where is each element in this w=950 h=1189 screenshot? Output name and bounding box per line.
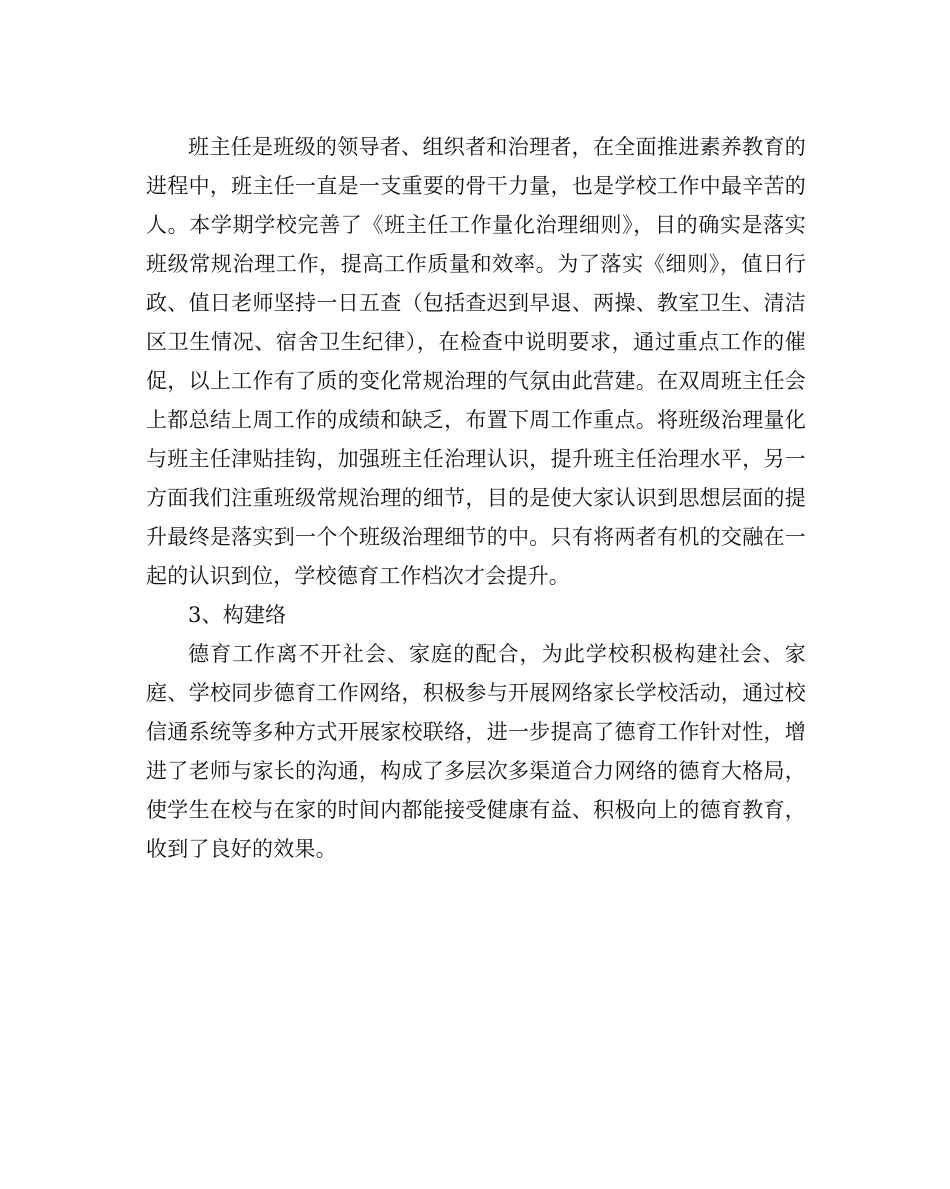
section-heading-network: 3、构建络 [188,603,287,627]
paragraph-moral-education-network: 德育工作离不开社会、家庭的配合，为此学校积极构建社会、家庭、学校同步德育工作网络，积极参与开展网络家长学校活动，通过校信通系统等多种方式开展家校联络，进一步提高了德育工作针对性，增进了老师与家长的沟通，构成了多层次多渠道合力网络的德育大格局，使学生在校与在家的时间内都能接受健康有益、积极向上的德育教育，收到了良好的效果。 [146,642,806,861]
paragraph-class-teacher-management: 班主任是班级的领导者、组织者和治理者，在全面推进素养教育的进程中，班主任一直是一支重要的骨干力量，也是学校工作中最辛苦的人。本学期学校完善了《班主任工作量化治理细则》，目的确实是落实班级常规治理工作，提高工作质量和效率。为了落实《细则》，值日行政、值日老师坚持一日五查（包括查迟到早退、两操、教室卫生、清洁区卫生情况、宿舍卫生纪律），在检查中说明要求，通过重点工作的催促，以上工作有了质的变化常规治理的气氛由此营建。在双周班主任会上都总结上周工作的成绩和缺乏，布置下周工作重点。将班级治理量化与班主任津贴挂钩，加强班主任治理认识，提升班主任治理水平，另一方面我们注重班级常规治理的细节，目的是使大家认识到思想层面的提升最终是落实到一个个班级治理细节的中。只有将两者有机的交融在一起的认识到位，学校德育工作档次才会提升。 [146,135,806,588]
document-body [146,128,806,869]
